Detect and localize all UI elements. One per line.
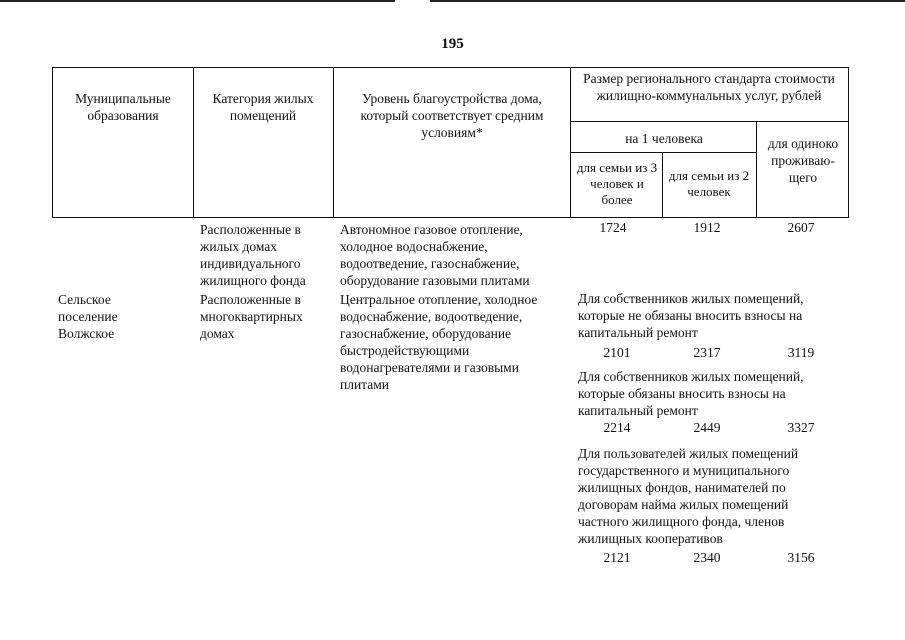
header-family-2: для семьи из 2 человек: [668, 168, 750, 199]
header-family-3: для семьи из 3 человек и более: [576, 160, 658, 207]
header-category: Категория жилых помещений: [212, 91, 314, 123]
scan-edge-line-left: [0, 0, 395, 2]
header-per-person: на 1 человека: [625, 131, 703, 146]
header-municipality: Муниципальные образования: [75, 91, 171, 123]
row1-level: Автономное газовое отопление, холодное водоснабжение, водоотведение, газоснабжение, оборудование газовыми плитами: [340, 222, 530, 288]
group3-value-single: 3156: [787, 550, 815, 565]
col-divider-1: [193, 67, 194, 218]
col-divider-4: [662, 152, 663, 218]
per-person-subheader-border: [570, 152, 756, 153]
row1-value-family3: 1724: [599, 220, 627, 235]
group1-value-family2: 2317: [693, 345, 721, 360]
group1-value-family3: 2101: [603, 345, 631, 360]
header-standard: Размер регионального стандарта стоимости жилищно-коммунальных услуг, рублей: [583, 71, 835, 103]
group2-value-family3: 2214: [603, 420, 631, 435]
header-single: для одиноко проживаю-щего: [767, 136, 839, 185]
row1-category: Расположенные в жилых домах индивидуального жилищного фонда: [200, 222, 306, 288]
group3-label: Для пользователей жилых помещений государственного и муниципального жилищных фондов, нанимателей по договорам найма жилых помещений частного жилищного фонда, членов жилищных кооперативов: [578, 446, 799, 546]
group3-value-family3: 2121: [603, 550, 631, 565]
group1-label: Для собственников жилых помещений, которые не обязаны вносить взносы на капитальный ремонт: [578, 291, 804, 340]
row2-level: Центральное отопление, холодное водоснабжение, водоотведение, газоснабжение, оборудование быстродействующими водонагревателями и газовыми плитами: [340, 292, 538, 392]
col-divider-3: [570, 67, 571, 218]
table-left-border: [52, 67, 53, 218]
group3-value-family2: 2340: [693, 550, 721, 565]
header-level: Уровень благоустройства дома, который соответствует средним условиям*: [360, 91, 544, 140]
row2-category: Расположенные в многоквартирных домах: [200, 292, 303, 341]
table-header-bottom-border: [52, 217, 848, 218]
table-top-border: [52, 67, 848, 68]
group1-value-single: 3119: [787, 345, 815, 360]
row1-value-family2: 1912: [693, 220, 721, 235]
col-divider-2: [333, 67, 334, 218]
group2-value-single: 3327: [787, 420, 815, 435]
group2-label: Для собственников жилых помещений, которые обязаны вносить взносы на капитальный ремонт: [578, 369, 804, 418]
municipality-name: Сельское поселение Волжское: [58, 292, 118, 341]
col-divider-5: [756, 121, 757, 218]
row1-value-single: 2607: [787, 220, 815, 235]
scan-edge-line-right: [430, 0, 905, 2]
table-right-border: [848, 67, 849, 218]
page-number: 195: [441, 36, 464, 52]
standard-subheader-border: [570, 121, 848, 122]
group2-value-family2: 2449: [693, 420, 721, 435]
